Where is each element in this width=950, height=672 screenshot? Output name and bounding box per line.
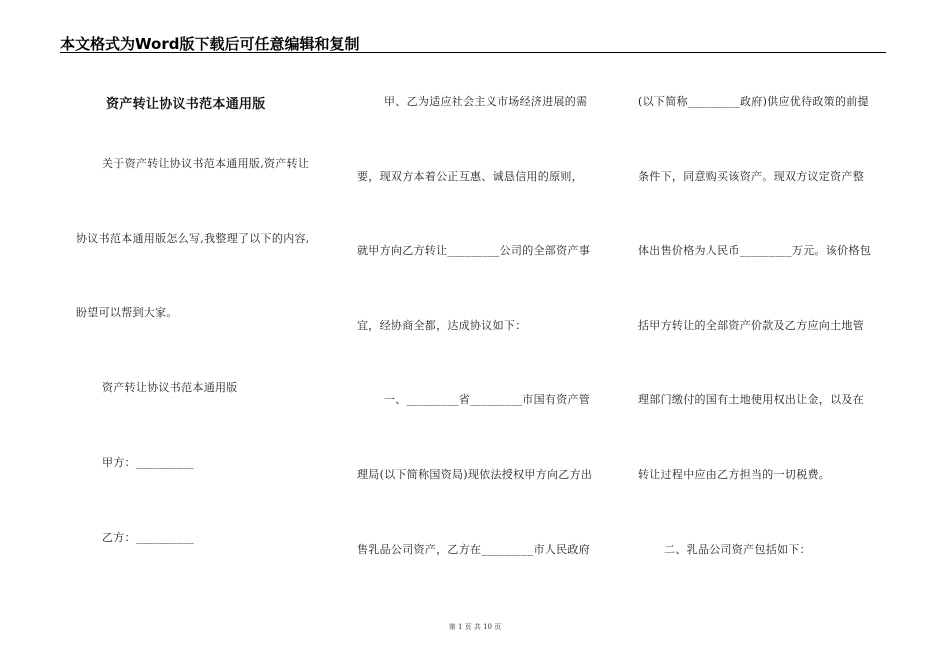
document-banner: 本文格式为Word版下载后可任意编辑和复制: [60, 35, 360, 53]
clause-one-line: 一、_________省_________市国有资产管: [384, 393, 591, 406]
paragraph-line: 理部门缴付的国有土地使用权出让金，以及在: [638, 393, 864, 406]
paragraph-line: 条件下，同意购买该资产。现双方议定资产整: [638, 170, 864, 183]
paragraph-line: 盼望可以帮到大家。: [76, 306, 178, 319]
paragraph-line: 关于资产转让协议书范本通用版,资产转让: [102, 157, 310, 170]
paragraph-line: 就甲方向乙方转让_________公司的全部资产事: [357, 244, 590, 257]
clause-two-heading: 二、乳品公司资产包括如下：: [664, 543, 811, 556]
document-title: 资产转让协议书范本通用版: [106, 97, 266, 112]
header-divider: [60, 52, 886, 53]
paragraph-line: (以下简称_________政府)供应优待政策的前提: [638, 95, 869, 108]
subtitle-line: 资产转让协议书范本通用版: [102, 381, 238, 394]
paragraph-line: 售乳品公司资产，乙方在_________市人民政府: [357, 543, 590, 556]
paragraph-line: 宜，经协商全都，达成协议如下：: [357, 319, 527, 332]
paragraph-line: 甲、乙为适应社会主义市场经济进展的需: [384, 95, 588, 108]
paragraph-line: 体出售价格为人民币_________万元。该价格包: [638, 244, 871, 257]
page-number: 第 1 页 共 10 页: [448, 623, 502, 631]
paragraph-line: 协议书范本通用版怎么写,我整理了以下的内容,: [76, 232, 310, 245]
paragraph-line: 括甲方转让的全部资产价款及乙方应向土地管: [638, 319, 864, 332]
party-b-line: 乙方：__________: [102, 531, 194, 544]
paragraph-line: 转让过程中应由乙方担当的一切税费。: [638, 468, 831, 481]
paragraph-line: 理局(以下简称国资局)现依法授权甲方向乙方出: [357, 468, 593, 481]
party-a-line: 甲方：__________: [102, 456, 194, 469]
paragraph-line: 要，现双方本着公正互惠、诚恳信用的原则，: [357, 170, 583, 183]
